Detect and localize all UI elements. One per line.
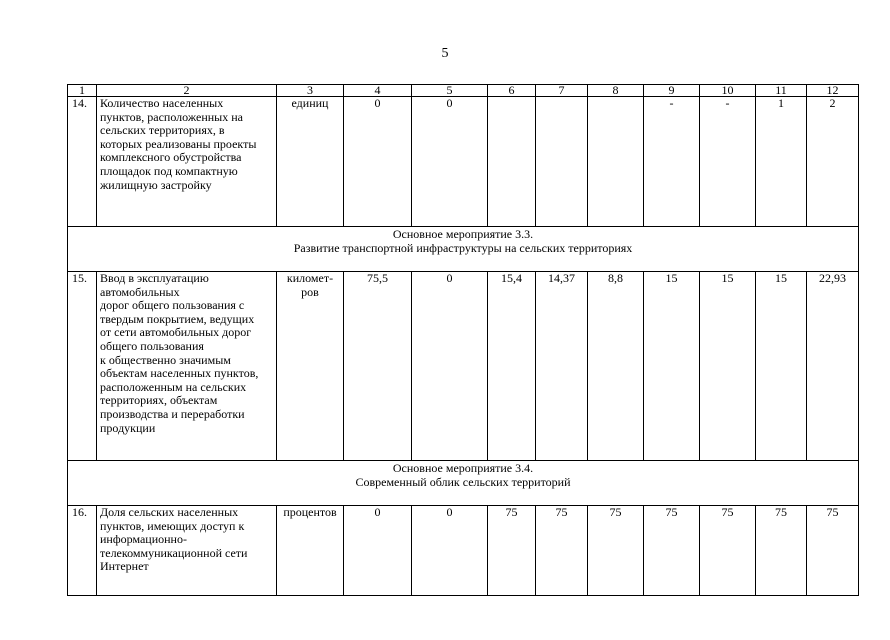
indicator-name <box>97 97 277 227</box>
unit-cell <box>277 97 344 227</box>
value-cell: 15 <box>644 272 700 461</box>
section-row <box>68 227 859 272</box>
header-cell: 1 <box>68 85 97 97</box>
section-row <box>68 461 859 506</box>
table-row <box>68 272 859 461</box>
page-number: 5 <box>441 46 449 61</box>
header-cell: 8 <box>588 85 644 97</box>
value-cell: 75 <box>756 506 807 596</box>
indicators-table <box>67 84 859 596</box>
value-cell: 0 <box>412 97 488 227</box>
value-cell: 0 <box>344 97 412 227</box>
section-title <box>68 227 859 272</box>
indicator-name-line: дорог общего пользования с <box>100 298 245 313</box>
header-cell: 4 <box>344 85 412 97</box>
section-title-line: Современный облик сельских территорий <box>355 474 571 489</box>
value-cell: 75,5 <box>344 272 412 461</box>
unit-line: процентов <box>283 505 337 519</box>
value-cell: - <box>700 97 756 227</box>
indicator-name-line: к общественно значимым <box>100 352 231 367</box>
header-cell: 3 <box>277 85 344 97</box>
indicator-name-line: Ввод в эксплуатацию <box>100 271 209 285</box>
value-cell: 14,37 <box>536 272 588 461</box>
value-cell: 1 <box>756 97 807 227</box>
indicator-name-line: пунктов, имеющих доступ к <box>100 518 245 533</box>
value-cell: 75 <box>536 506 588 596</box>
header-cell: 5 <box>412 85 488 97</box>
row-number: 14. <box>68 97 97 227</box>
value-cell <box>488 97 536 227</box>
value-cell: 15 <box>756 272 807 461</box>
unit-cell <box>277 506 344 596</box>
header-cell: 9 <box>644 85 700 97</box>
indicator-name-line: автомобильных <box>100 284 180 299</box>
indicator-name-line: пунктов, расположенных на <box>100 109 243 124</box>
value-cell <box>588 97 644 227</box>
indicator-name-line: информационно- <box>100 532 187 547</box>
section-title <box>68 461 859 506</box>
value-cell: 2 <box>807 97 859 227</box>
unit-line: ров <box>301 284 319 299</box>
indicator-name-line: площадок под компактную <box>100 163 238 178</box>
indicator-name-line: твердым покрытием, ведущих <box>100 311 255 326</box>
indicator-name-line: Доля сельских населенных <box>100 505 239 519</box>
indicator-name-line: территориях, объектам <box>100 393 218 408</box>
table-row <box>68 97 859 227</box>
indicator-name-line: которых реализованы проекты <box>100 136 257 151</box>
indicator-name-line: комплексного обустройства <box>100 150 242 165</box>
header-cell: 12 <box>807 85 859 97</box>
row-number: 16. <box>68 506 97 596</box>
header-cell: 2 <box>97 85 277 97</box>
value-cell: 75 <box>807 506 859 596</box>
table-row <box>68 506 859 596</box>
value-cell: - <box>644 97 700 227</box>
row-number: 15. <box>68 272 97 461</box>
value-cell: 75 <box>644 506 700 596</box>
value-cell: 15,4 <box>488 272 536 461</box>
indicator-name-line: жилищную застройку <box>100 177 212 192</box>
indicator-name-line: Количество населенных <box>100 96 224 110</box>
value-cell: 15 <box>700 272 756 461</box>
value-cell: 75 <box>700 506 756 596</box>
value-cell <box>536 97 588 227</box>
section-title-line: Основное мероприятие 3.4. <box>392 461 534 475</box>
unit-line: километ- <box>286 271 334 285</box>
indicator-name-line: продукции <box>100 420 156 435</box>
indicator-name-line: производства и переработки <box>100 406 245 421</box>
section-title-line: Основное мероприятие 3.3. <box>392 227 534 241</box>
value-cell: 0 <box>412 272 488 461</box>
indicator-name-line: расположенным на сельских <box>100 379 247 394</box>
header-row <box>68 85 859 97</box>
value-cell: 75 <box>488 506 536 596</box>
value-cell: 0 <box>412 506 488 596</box>
indicator-name-line: Интернет <box>100 559 149 574</box>
section-title-line: Развитие транспортной инфраструктуры на сельских территориях <box>293 240 633 255</box>
unit-line: единиц <box>291 96 329 110</box>
header-cell: 10 <box>700 85 756 97</box>
indicator-name-line: объектам населенных пунктов, <box>100 366 259 381</box>
header-cell: 11 <box>756 85 807 97</box>
header-cell: 6 <box>488 85 536 97</box>
indicator-name <box>97 506 277 596</box>
value-cell: 0 <box>344 506 412 596</box>
indicator-name-line: общего пользования <box>100 338 204 353</box>
unit-cell <box>277 272 344 461</box>
header-cell: 7 <box>536 85 588 97</box>
indicator-name-line: сельских территориях, в <box>100 123 225 138</box>
value-cell: 8,8 <box>588 272 644 461</box>
value-cell: 75 <box>588 506 644 596</box>
indicator-name-line: от сети автомобильных дорог <box>100 325 252 340</box>
value-cell: 22,93 <box>807 272 859 461</box>
indicator-name <box>97 272 277 461</box>
indicator-name-line: телекоммуникационной сети <box>100 545 248 560</box>
